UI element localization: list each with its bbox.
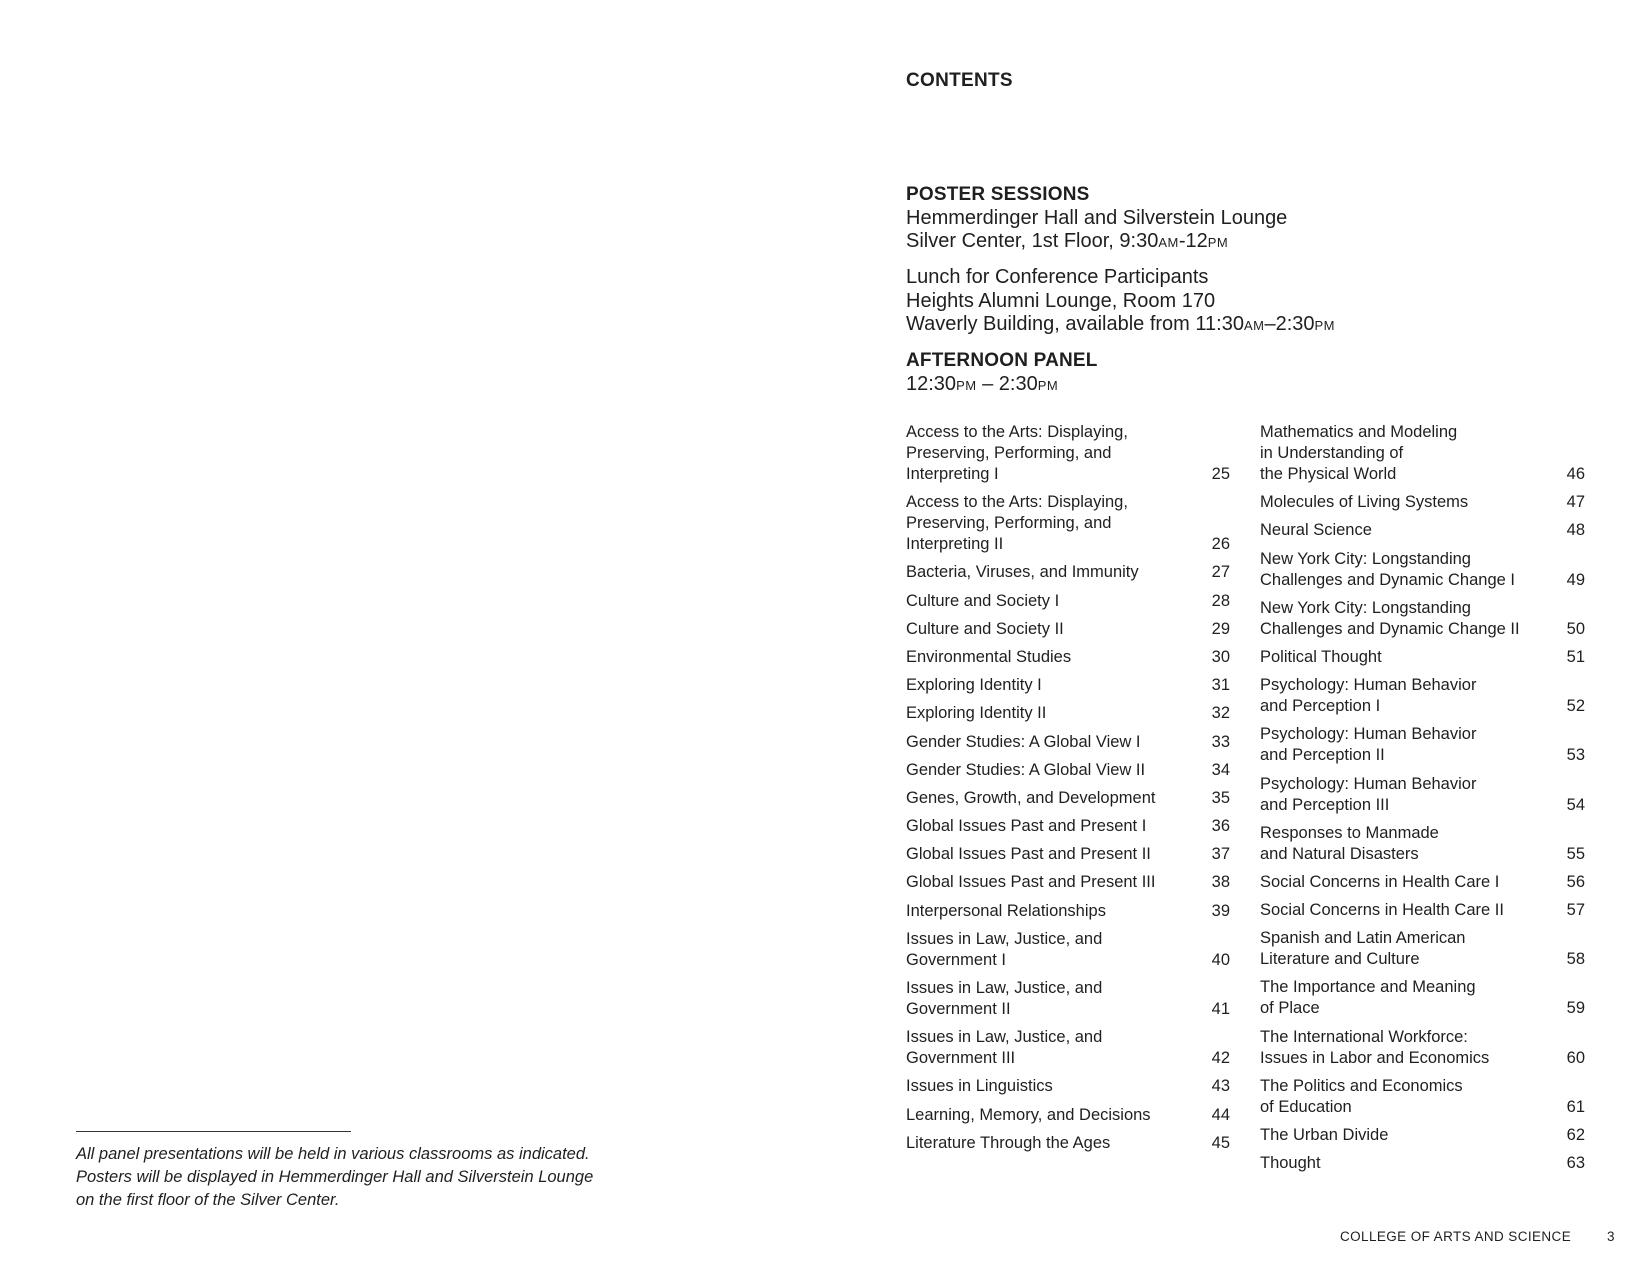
- toc-entry-title: Interpersonal Relationships: [906, 901, 1106, 920]
- toc-entry: [1260, 823, 1585, 865]
- toc-entry-page: 53: [1566, 746, 1585, 765]
- lunch-title: Lunch for Conference Participants: [906, 266, 1209, 288]
- toc-entry-page: 57: [1566, 901, 1585, 920]
- toc-entry-page: 48: [1566, 521, 1585, 540]
- footnote: All panel presentations will be held in various classrooms as indicated. Posters will be displayed in Hemmerdinger Hall and Silverstein Lounge on the first floor of the Silver Center.: [76, 1145, 594, 1209]
- toc-entry-page: 58: [1566, 950, 1585, 969]
- toc-entry: [906, 703, 1230, 724]
- toc-entry: [906, 872, 1230, 893]
- afternoon-time-line: [906, 373, 1098, 398]
- toc-entry: [906, 647, 1230, 668]
- toc-right-column: [1260, 422, 1585, 1181]
- toc-entry-title: Exploring Identity II: [906, 704, 1047, 723]
- toc-entry: [1260, 872, 1585, 893]
- toc-entry-title: Responses to Manmade and Natural Disasters: [1260, 823, 1439, 863]
- poster-location-line: Hemmerdinger Hall and Silverstein Lounge: [906, 206, 1288, 229]
- toc-entry: [1260, 1027, 1585, 1069]
- toc-entry: [906, 760, 1230, 781]
- toc-entry-title: Literature Through the Ages: [906, 1133, 1111, 1152]
- toc-entry-title: Issues in Law, Justice, and Government III: [906, 1028, 1103, 1068]
- toc-entry: [906, 816, 1230, 837]
- toc-entry: [906, 562, 1230, 583]
- toc-entry-page: 31: [1211, 676, 1230, 695]
- toc-entry-page: 50: [1566, 619, 1585, 638]
- afternoon-time-end: – 2:30: [976, 372, 1038, 395]
- toc-entry-title: Neural Science: [1260, 521, 1372, 540]
- toc-entry-page: 39: [1211, 901, 1230, 920]
- toc-entry-title: Environmental Studies: [906, 647, 1072, 666]
- toc-entry-page: 43: [1211, 1077, 1230, 1096]
- toc-entry-title: Culture and Society II: [906, 619, 1064, 638]
- toc-entry-page: 27: [1211, 563, 1230, 582]
- toc-entry: [1260, 647, 1585, 668]
- toc-entry-page: 61: [1566, 1097, 1585, 1116]
- toc-entry-title: The Urban Divide: [1260, 1126, 1389, 1144]
- toc-entry-page: 49: [1566, 570, 1585, 589]
- toc-entry: [906, 1133, 1230, 1154]
- toc-entry: [1260, 1153, 1585, 1174]
- toc-entry-page: 42: [1211, 1049, 1230, 1068]
- toc-entry-title: Global Issues Past and Present III: [906, 873, 1156, 892]
- toc-entry: [1260, 1125, 1585, 1146]
- page-number: 3: [1607, 1229, 1615, 1244]
- toc-entry-title: New York City: Longstanding Challenges and Dynamic Change I: [1260, 549, 1515, 589]
- toc-entry-page: 32: [1211, 704, 1230, 723]
- lunch-time-line: [906, 313, 1335, 338]
- lunch-time-start: Waverly Building, available from 11:30: [906, 313, 1244, 335]
- toc-entry: [1260, 1076, 1585, 1118]
- toc-entry-title: New York City: Longstanding Challenges and Dynamic Change II: [1260, 598, 1520, 638]
- toc-entry-title: Learning, Memory, and Decisions: [906, 1105, 1151, 1124]
- lunch-time-am: AM: [1243, 318, 1265, 333]
- afternoon-panel-heading: AFTERNOON PANEL: [906, 350, 1098, 371]
- toc-entry-page: 55: [1566, 844, 1585, 863]
- toc-entry-page: 56: [1566, 872, 1585, 891]
- toc-entry-page: 36: [1211, 817, 1230, 836]
- afternoon-time-end-pm: PM: [1037, 377, 1059, 393]
- toc-entry-title: Issues in Linguistics: [906, 1077, 1053, 1096]
- poster-time-start: Silver Center, 1st Floor, 9:30: [906, 230, 1159, 252]
- toc-entry: [906, 1105, 1230, 1126]
- toc-entry-page: 25: [1211, 465, 1230, 483]
- toc-entry-title: Mathematics and Modeling in Understanding of the Physical World: [1260, 423, 1458, 483]
- poster-time-pm: PM: [1207, 235, 1229, 250]
- toc-entry-title: Access to the Arts: Displaying, Preserving, Performing, and Interpreting II: [906, 493, 1128, 554]
- afternoon-time-start: 12:30: [906, 372, 957, 395]
- toc-entry: [906, 1027, 1230, 1069]
- toc-entry-page: 45: [1211, 1133, 1230, 1152]
- toc-entry-page: 46: [1566, 465, 1585, 483]
- toc-entry-page: 51: [1566, 647, 1585, 666]
- toc-entry-page: 41: [1211, 1000, 1230, 1018]
- toc-entry: [1260, 724, 1585, 766]
- poster-time-end: -12: [1178, 230, 1208, 252]
- toc-entry-page: 59: [1566, 999, 1585, 1018]
- toc-entry-title: Gender Studies: A Global View II: [906, 760, 1146, 779]
- toc-entry-page: 52: [1566, 697, 1585, 716]
- toc-entry-title: Political Thought: [1260, 647, 1382, 666]
- toc-entry: [906, 929, 1230, 971]
- toc-entry-title: Issues in Law, Justice, and Government I: [906, 929, 1103, 969]
- toc-entry-page: 62: [1566, 1126, 1585, 1144]
- toc-entry-title: Gender Studies: A Global View I: [906, 732, 1141, 751]
- toc-entry-title: Genes, Growth, and Development: [906, 788, 1156, 807]
- toc-entry-page: 37: [1211, 845, 1230, 864]
- toc-entry-title: Access to the Arts: Displaying, Preserving, Performing, and Interpreting I: [906, 423, 1128, 483]
- toc-entry-page: 30: [1211, 647, 1230, 666]
- poster-sessions-section: [906, 183, 1287, 255]
- toc-left-column: [906, 422, 1230, 1161]
- toc-entry: [1260, 977, 1585, 1019]
- page-title: CONTENTS: [906, 70, 1013, 91]
- toc-entry: [1260, 900, 1585, 921]
- toc-entry-page: 44: [1211, 1105, 1230, 1124]
- toc-entry-page: 34: [1211, 760, 1230, 779]
- toc-entry-title: Culture and Society I: [906, 591, 1060, 610]
- toc-entry: [1260, 774, 1585, 816]
- afternoon-time-start-pm: PM: [956, 377, 977, 393]
- afternoon-panel-section: [906, 349, 1098, 397]
- toc-entry-title: Issues in Law, Justice, and Government II: [906, 979, 1103, 1018]
- toc-entry: [1260, 422, 1585, 485]
- toc-entry-page: 28: [1211, 591, 1230, 610]
- toc-entry: [906, 978, 1230, 1020]
- toc-entry: [906, 788, 1230, 809]
- toc-entry: [906, 422, 1230, 485]
- toc-entry-title: Global Issues Past and Present II: [906, 845, 1151, 864]
- toc-entry-title: The Politics and Economics of Education: [1260, 1076, 1463, 1116]
- toc-entry-title: Global Issues Past and Present I: [906, 817, 1147, 836]
- toc-entry-title: The International Workforce: Issues in Labor and Economics: [1260, 1027, 1490, 1067]
- toc-entry-page: 54: [1566, 795, 1585, 814]
- toc-entry: [906, 492, 1230, 555]
- toc-entry-page: 38: [1211, 873, 1230, 892]
- lunch-time-end: –2:30: [1264, 313, 1315, 335]
- toc-entry-title: Bacteria, Viruses, and Immunity: [906, 563, 1139, 582]
- toc-entry: [906, 675, 1230, 696]
- toc-entry-page: 60: [1566, 1048, 1585, 1067]
- toc-entry: [906, 901, 1230, 922]
- poster-time-am: AM: [1158, 235, 1179, 250]
- footer-label: COLLEGE OF ARTS AND SCIENCE: [1340, 1229, 1572, 1244]
- toc-entry: [906, 591, 1230, 612]
- footnote-divider: [76, 1131, 351, 1132]
- poster-sessions-heading: POSTER SESSIONS: [906, 184, 1090, 205]
- toc-entry-page: 47: [1566, 493, 1585, 512]
- toc-entry-title: Social Concerns in Health Care I: [1260, 872, 1500, 891]
- toc-entry: [906, 619, 1230, 640]
- toc-entry-page: 35: [1211, 788, 1230, 807]
- lunch-time-pm: PM: [1314, 318, 1336, 333]
- toc-entry-title: Thought: [1260, 1154, 1321, 1173]
- toc-entry: [906, 844, 1230, 865]
- toc-entry-page: 63: [1566, 1154, 1585, 1173]
- toc-entry: [906, 1076, 1230, 1097]
- lunch-location: Heights Alumni Lounge, Room 170: [906, 289, 1216, 312]
- toc-entry-title: Psychology: Human Behavior and Perception I: [1260, 676, 1477, 716]
- toc-entry-title: The Importance and Meaning of Place: [1260, 978, 1476, 1018]
- toc-entry-title: Molecules of Living Systems: [1260, 493, 1469, 512]
- toc-entry: [1260, 598, 1585, 640]
- toc-entry: [1260, 492, 1585, 513]
- toc-entry-page: 29: [1211, 619, 1230, 638]
- lunch-section: [906, 266, 1335, 338]
- toc-entry-title: Psychology: Human Behavior and Perception III: [1260, 774, 1477, 814]
- toc-entry-title: Social Concerns in Health Care II: [1260, 901, 1504, 920]
- toc-entry-title: Exploring Identity I: [906, 676, 1042, 695]
- poster-time-line: [906, 230, 1287, 255]
- toc-entry: [1260, 520, 1585, 541]
- toc-entry: [1260, 549, 1585, 591]
- toc-entry-title: Spanish and Latin American Literature and Culture: [1260, 929, 1466, 969]
- toc-entry-page: 26: [1211, 535, 1230, 554]
- toc-entry-page: 40: [1211, 950, 1230, 969]
- toc-entry: [906, 732, 1230, 753]
- toc-entry-title: Psychology: Human Behavior and Perception II: [1260, 725, 1477, 765]
- toc-entry: [1260, 928, 1585, 970]
- toc-entry-page: 33: [1211, 732, 1230, 751]
- toc-entry: [1260, 675, 1585, 717]
